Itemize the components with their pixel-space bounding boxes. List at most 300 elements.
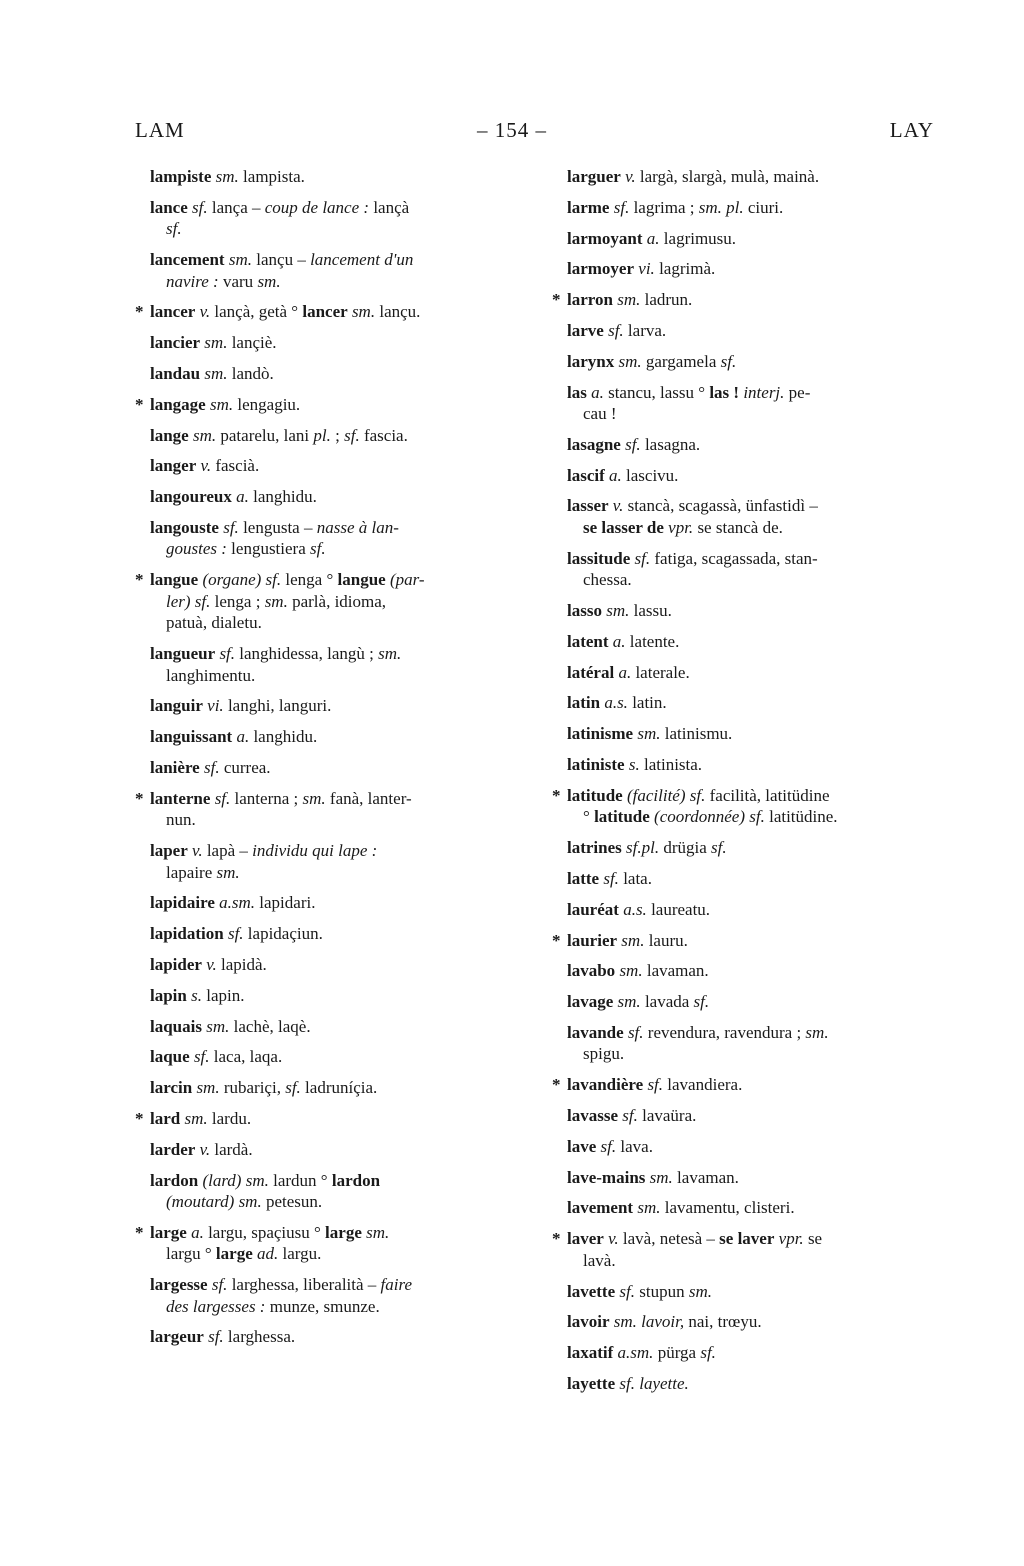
entry-line xyxy=(567,631,943,653)
entry-line xyxy=(150,425,531,447)
dictionary-entry xyxy=(135,517,535,560)
definition-text: lavada xyxy=(640,992,694,1012)
headword: langue xyxy=(150,570,199,590)
entry-line xyxy=(150,665,531,687)
dictionary-entry xyxy=(552,960,947,982)
definition-text: rubariçi, xyxy=(219,1078,286,1098)
entry-line xyxy=(567,692,943,714)
entry-line xyxy=(150,1326,531,1348)
headword: lavage xyxy=(567,992,614,1012)
definition-text: largu, spaçiusu ° xyxy=(203,1222,326,1242)
italic-text: sm. xyxy=(619,961,643,981)
definition-text: parlà, idioma, xyxy=(287,591,387,611)
definition-text: larghessa, liberalità – xyxy=(227,1275,381,1295)
dictionary-entry xyxy=(552,434,947,456)
entry-line xyxy=(567,1342,943,1364)
definition-text: pürga xyxy=(653,1343,701,1363)
entry-line xyxy=(150,197,531,219)
entry-line xyxy=(150,726,531,748)
dictionary-entry xyxy=(135,197,535,240)
italic-text: layette. xyxy=(639,1373,689,1393)
dictionary-entry xyxy=(135,695,535,717)
entry-line xyxy=(150,1243,531,1265)
entry-line xyxy=(567,837,943,859)
entry-line xyxy=(150,1170,531,1192)
definition-text: fascià. xyxy=(211,456,260,476)
italic-text: sf. xyxy=(711,838,727,858)
dictionary-entry xyxy=(135,363,535,385)
italic-text: sf. xyxy=(613,197,630,217)
entry-line xyxy=(150,332,531,354)
dictionary-entry xyxy=(552,320,947,342)
dictionary-entry xyxy=(552,548,947,591)
entry-line xyxy=(567,1281,943,1303)
headword: largesse xyxy=(150,1275,208,1295)
headword: languir xyxy=(150,696,203,716)
entry-line xyxy=(567,548,943,570)
italic-text: sm. xyxy=(618,351,642,371)
dictionary-entry xyxy=(552,166,947,188)
definition-text: lavà, netesà – xyxy=(618,1229,720,1249)
italic-text: sm. xyxy=(206,1016,230,1036)
entry-line xyxy=(150,809,531,831)
headword: latte xyxy=(567,868,600,888)
headword: lavasse xyxy=(567,1106,618,1126)
italic-text: vi. xyxy=(207,696,224,716)
definition-text: varu xyxy=(218,271,258,291)
headword: lascif xyxy=(567,465,605,485)
headword: latiniste xyxy=(567,755,625,775)
italic-text: sf. xyxy=(193,1047,210,1067)
dictionary-entry xyxy=(552,600,947,622)
headword: large xyxy=(215,1244,253,1264)
entry-line xyxy=(150,954,531,976)
definition-text: se stancà de. xyxy=(693,517,783,537)
definition-text: facilità, latitüdine xyxy=(705,785,830,805)
italic-text: a. xyxy=(609,465,622,485)
headword: lasso xyxy=(567,601,602,621)
italic-text: sm. xyxy=(209,394,234,414)
headword: languissant xyxy=(150,727,233,747)
italic-text: sm. xyxy=(688,1281,712,1301)
italic-text: sf. xyxy=(647,1075,664,1095)
entry-line xyxy=(567,1228,943,1250)
headword: lave-mains xyxy=(567,1167,646,1187)
definition-text: ladruníçia. xyxy=(300,1078,378,1098)
headword: lasser xyxy=(567,496,609,516)
entry-line xyxy=(567,197,943,219)
italic-text: vpr. xyxy=(668,517,694,537)
definition-text: lascivu. xyxy=(621,465,679,485)
italic-text: sf. xyxy=(211,1275,228,1295)
definition-text: latinismu. xyxy=(660,724,733,744)
definition-text: lasagna. xyxy=(640,434,701,454)
entry-line xyxy=(150,517,531,539)
definition-text: lavaman. xyxy=(642,961,709,981)
asterisk-mark: * xyxy=(552,785,561,805)
dictionary-entry xyxy=(135,726,535,748)
definition-text: langhidu. xyxy=(249,727,318,747)
entry-line xyxy=(567,1105,943,1127)
headword: lapidation xyxy=(150,924,224,944)
headword: las ! xyxy=(709,382,740,402)
italic-text: sm. xyxy=(621,930,645,950)
entry-line xyxy=(567,382,943,404)
italic-text: individu qui lape : xyxy=(252,841,378,861)
headword: larmoyer xyxy=(567,259,635,279)
italic-text: sm. xyxy=(805,1022,829,1042)
italic-text: v. xyxy=(206,954,217,974)
definition-text: lampista. xyxy=(238,167,305,186)
italic-text: sf. xyxy=(627,1022,644,1042)
headword: langage xyxy=(150,394,206,414)
headword: larron xyxy=(567,290,613,310)
headword: lancement xyxy=(150,250,225,270)
definition-text: chessa. xyxy=(583,570,632,590)
dictionary-entry xyxy=(135,1108,535,1130)
asterisk-mark: * xyxy=(135,302,144,322)
italic-text: sf. xyxy=(194,591,211,611)
definition-text: ° xyxy=(583,807,595,827)
definition-text: drügia xyxy=(659,838,712,858)
dictionary-entry xyxy=(135,1046,535,1068)
dictionary-entry xyxy=(135,757,535,779)
italic-text: (coordonnée) xyxy=(654,807,745,827)
entry-line xyxy=(567,434,943,456)
entry-line xyxy=(150,1191,531,1213)
headword: lancer xyxy=(150,302,196,322)
headword: se lasser de xyxy=(583,517,664,537)
dictionary-entry xyxy=(135,249,535,292)
entry-line xyxy=(150,455,531,477)
definition-text: lavamentu, clisteri. xyxy=(660,1198,795,1218)
definition-text: lavà. xyxy=(583,1250,616,1270)
dictionary-entry xyxy=(552,1342,947,1364)
entry-line xyxy=(150,1296,531,1318)
entry-line xyxy=(150,569,531,591)
dictionary-entry xyxy=(135,486,535,508)
dictionary-entry xyxy=(135,1016,535,1038)
entry-line xyxy=(150,363,531,385)
entry-line xyxy=(567,662,943,684)
italic-text: sm. xyxy=(649,1167,673,1187)
dictionary-entry xyxy=(135,1326,535,1348)
headword: laurier xyxy=(567,930,618,950)
italic-text: sf. xyxy=(344,425,360,445)
entry-line xyxy=(150,757,531,779)
entry-line xyxy=(567,1043,943,1065)
definition-text: lançà xyxy=(369,197,410,217)
definition-text: lançiè. xyxy=(227,333,277,353)
headword: larmoyant xyxy=(567,228,643,248)
asterisk-mark: * xyxy=(135,570,144,590)
definition-text: gargamela xyxy=(641,351,721,371)
definition-text: lanterna ; xyxy=(230,788,303,808)
headword: lasagne xyxy=(567,434,621,454)
dictionary-entry xyxy=(135,425,535,447)
italic-text: sm. xyxy=(196,1078,220,1098)
definition-text: revendura, ravendura ; xyxy=(643,1022,806,1042)
dictionary-entry xyxy=(552,930,947,952)
entry-line xyxy=(150,1077,531,1099)
entry-line xyxy=(567,320,943,342)
dictionary-entry xyxy=(552,631,947,653)
entry-line xyxy=(567,517,943,539)
dictionary-entry xyxy=(135,840,535,883)
definition-text: spigu. xyxy=(583,1044,625,1064)
entry-line xyxy=(150,394,531,416)
headword: se laver xyxy=(719,1229,775,1249)
headword: layette xyxy=(567,1373,616,1393)
entry-line xyxy=(567,228,943,250)
entry-line xyxy=(567,166,943,188)
italic-text: nasse à lan- xyxy=(316,517,399,537)
italic-text: sf.pl. xyxy=(626,838,660,858)
headword: laxatif xyxy=(567,1343,614,1363)
definition-text: lengustiera xyxy=(226,539,311,559)
dictionary-entry xyxy=(552,837,947,859)
definition-text: landò. xyxy=(227,363,274,383)
italic-text: sf. xyxy=(634,548,651,568)
headword: lanterne xyxy=(150,788,211,808)
dictionary-entry xyxy=(552,382,947,425)
dictionary-entry xyxy=(135,166,535,188)
asterisk-mark: * xyxy=(135,1222,144,1242)
italic-text: a.s. xyxy=(604,693,628,713)
definition-text: lengusta – xyxy=(238,517,317,537)
headword: lange xyxy=(150,425,189,445)
headword: lavande xyxy=(567,1022,624,1042)
headword: langer xyxy=(150,456,197,476)
italic-text: (organe) xyxy=(202,570,262,590)
definition-text: latin. xyxy=(627,693,667,713)
dictionary-entry xyxy=(552,1197,947,1219)
entry-line xyxy=(567,723,943,745)
dictionary-entry xyxy=(552,1373,947,1395)
definition-text: langhidu. xyxy=(248,487,317,507)
headword: laque xyxy=(150,1047,190,1067)
italic-text: pl. xyxy=(313,425,331,445)
italic-text: sm. xyxy=(215,167,239,186)
italic-text: lancement d'un xyxy=(310,250,414,270)
definition-text: laca, laqa. xyxy=(209,1047,283,1067)
entry-line xyxy=(150,538,531,560)
headword: lardon xyxy=(150,1170,199,1190)
italic-text: (lard) xyxy=(202,1170,242,1190)
definition-text: larva. xyxy=(623,320,667,340)
definition-text: munze, smunze. xyxy=(265,1296,380,1316)
asterisk-mark: * xyxy=(552,1075,561,1095)
italic-text: sm. xyxy=(606,601,630,621)
italic-text: sf. xyxy=(310,539,326,559)
entry-line xyxy=(150,591,531,613)
italic-text: sf. xyxy=(219,644,236,664)
italic-text: coup de lance : xyxy=(264,197,370,217)
italic-text: interj. xyxy=(743,382,785,402)
italic-text: a. xyxy=(191,1222,204,1242)
definition-text: lavandiera. xyxy=(663,1075,743,1095)
dictionary-entry xyxy=(135,923,535,945)
italic-text: sf. xyxy=(700,1343,716,1363)
italic-text: ler) xyxy=(166,591,191,611)
headword: las xyxy=(567,382,587,402)
italic-text: a. xyxy=(591,382,604,402)
headword: larme xyxy=(567,197,610,217)
right-column xyxy=(552,166,947,1404)
headword: lapidaire xyxy=(150,893,215,913)
dictionary-entry xyxy=(552,1105,947,1127)
entry-line xyxy=(567,289,943,311)
entry-line xyxy=(150,486,531,508)
entry-line xyxy=(150,249,531,271)
italic-text: sm. xyxy=(264,591,288,611)
headword: latent xyxy=(567,631,609,651)
entry-line xyxy=(150,695,531,717)
italic-text: a. xyxy=(646,228,660,248)
italic-text: sm. xyxy=(351,302,376,322)
italic-text: faire xyxy=(380,1275,413,1295)
dictionary-entry xyxy=(135,455,535,477)
italic-text: sm. xyxy=(637,724,661,744)
entry-line xyxy=(150,166,531,188)
headword: lauréat xyxy=(567,899,619,919)
italic-text: sm. xyxy=(228,250,252,270)
entry-line xyxy=(567,258,943,280)
entry-line xyxy=(567,868,943,890)
asterisk-mark: * xyxy=(135,1108,144,1128)
definition-text: ciuri. xyxy=(743,197,784,217)
italic-text: sf. xyxy=(208,1327,224,1347)
dictionary-entry xyxy=(135,892,535,914)
definition-text: lardun ° xyxy=(268,1170,332,1190)
italic-text: v. xyxy=(199,302,211,322)
headword: lampiste xyxy=(150,167,212,186)
definition-text: pe- xyxy=(784,382,811,402)
entry-line xyxy=(150,862,531,884)
italic-text: sm. xyxy=(257,271,281,291)
dictionary-entry xyxy=(135,394,535,416)
italic-text: sm. xyxy=(192,425,217,445)
dictionary-entry xyxy=(552,1281,947,1303)
entry-line xyxy=(150,840,531,862)
definition-text: lançà, getà ° xyxy=(210,302,303,322)
definition-text: fascia. xyxy=(359,425,408,445)
definition-text: larghessa. xyxy=(223,1327,296,1347)
italic-text: vpr. xyxy=(778,1229,804,1249)
italic-text: sm. xyxy=(637,1198,661,1218)
headword: largeur xyxy=(150,1327,204,1347)
entry-line xyxy=(567,403,943,425)
dictionary-entry xyxy=(135,301,535,323)
entry-line xyxy=(150,301,531,323)
dictionary-entry xyxy=(135,1222,535,1265)
italic-text: a. xyxy=(618,662,632,682)
italic-text: sm. xyxy=(302,788,326,808)
entry-line xyxy=(567,806,943,828)
entry-line xyxy=(567,351,943,373)
headword: lapin xyxy=(150,985,187,1005)
headword: lassitude xyxy=(567,548,631,568)
entry-line xyxy=(567,1022,943,1044)
definition-text: ; xyxy=(330,425,345,445)
definition-text: stupun xyxy=(634,1281,689,1301)
definition-text: latente. xyxy=(625,631,680,651)
asterisk-mark: * xyxy=(552,290,561,310)
definition-text: lapaire xyxy=(166,862,217,882)
italic-text: (facilité) xyxy=(626,785,686,805)
definition-text: stancu, lassu ° xyxy=(603,382,710,402)
definition-text: langhimentu. xyxy=(166,665,256,685)
headword: lapider xyxy=(150,954,202,974)
definition-text: petesun. xyxy=(261,1192,323,1212)
headword: lavement xyxy=(567,1198,634,1218)
italic-text: sf. xyxy=(227,924,244,944)
headword: latitude xyxy=(594,807,650,827)
entry-line xyxy=(567,1167,943,1189)
headword: lavette xyxy=(567,1281,616,1301)
running-head-left: LAM xyxy=(135,118,185,142)
definition-text: lapin. xyxy=(201,985,245,1005)
entry-line xyxy=(567,899,943,921)
italic-text: des largesses : xyxy=(166,1296,266,1316)
entry-line xyxy=(567,465,943,487)
headword: laver xyxy=(567,1229,604,1249)
definition-text: lança – xyxy=(207,197,265,217)
italic-text: sf. xyxy=(203,757,220,777)
dictionary-entry xyxy=(552,351,947,373)
entry-line xyxy=(150,1108,531,1130)
dictionary-entry xyxy=(552,692,947,714)
definition-text: patuà, dialetu. xyxy=(166,613,262,633)
entry-line xyxy=(567,1197,943,1219)
headword: langueur xyxy=(150,644,216,664)
italic-text: sm. xyxy=(204,333,228,353)
entry-line xyxy=(567,1136,943,1158)
dictionary-entry xyxy=(552,899,947,921)
definition-text: largu ° xyxy=(166,1244,216,1264)
definition-text: nun. xyxy=(166,810,196,830)
entry-line xyxy=(567,785,943,807)
headword: larcin xyxy=(150,1078,193,1098)
dictionary-entry xyxy=(135,1077,535,1099)
definition-text: lavaüra. xyxy=(637,1106,697,1126)
italic-text: sm. xyxy=(184,1108,208,1128)
headword: landau xyxy=(150,363,201,383)
italic-text: sf. xyxy=(625,434,641,454)
definition-text: ladrun. xyxy=(640,290,693,310)
definition-text: nai, trœyu. xyxy=(684,1312,762,1332)
italic-text: (moutard) xyxy=(166,1192,235,1212)
entry-line xyxy=(567,600,943,622)
italic-text: sf. xyxy=(223,517,239,537)
left-column xyxy=(135,166,535,1357)
italic-text: v. xyxy=(608,1229,619,1249)
headword: larynx xyxy=(567,351,615,371)
italic-text: sm. xyxy=(216,862,240,882)
italic-text: goustes : xyxy=(166,539,227,559)
dictionary-entry xyxy=(552,662,947,684)
definition-text: latinista. xyxy=(639,755,703,775)
definition-text: lançu. xyxy=(375,302,421,322)
italic-text: sm. xyxy=(613,1312,637,1332)
definition-text: lapidà. xyxy=(216,954,267,974)
italic-text: navire : xyxy=(166,271,219,291)
headword: large xyxy=(150,1222,187,1242)
headword: lancer xyxy=(302,302,348,322)
dictionary-entry xyxy=(552,723,947,745)
italic-text: v. xyxy=(200,456,212,476)
italic-text: sf. xyxy=(166,219,182,239)
